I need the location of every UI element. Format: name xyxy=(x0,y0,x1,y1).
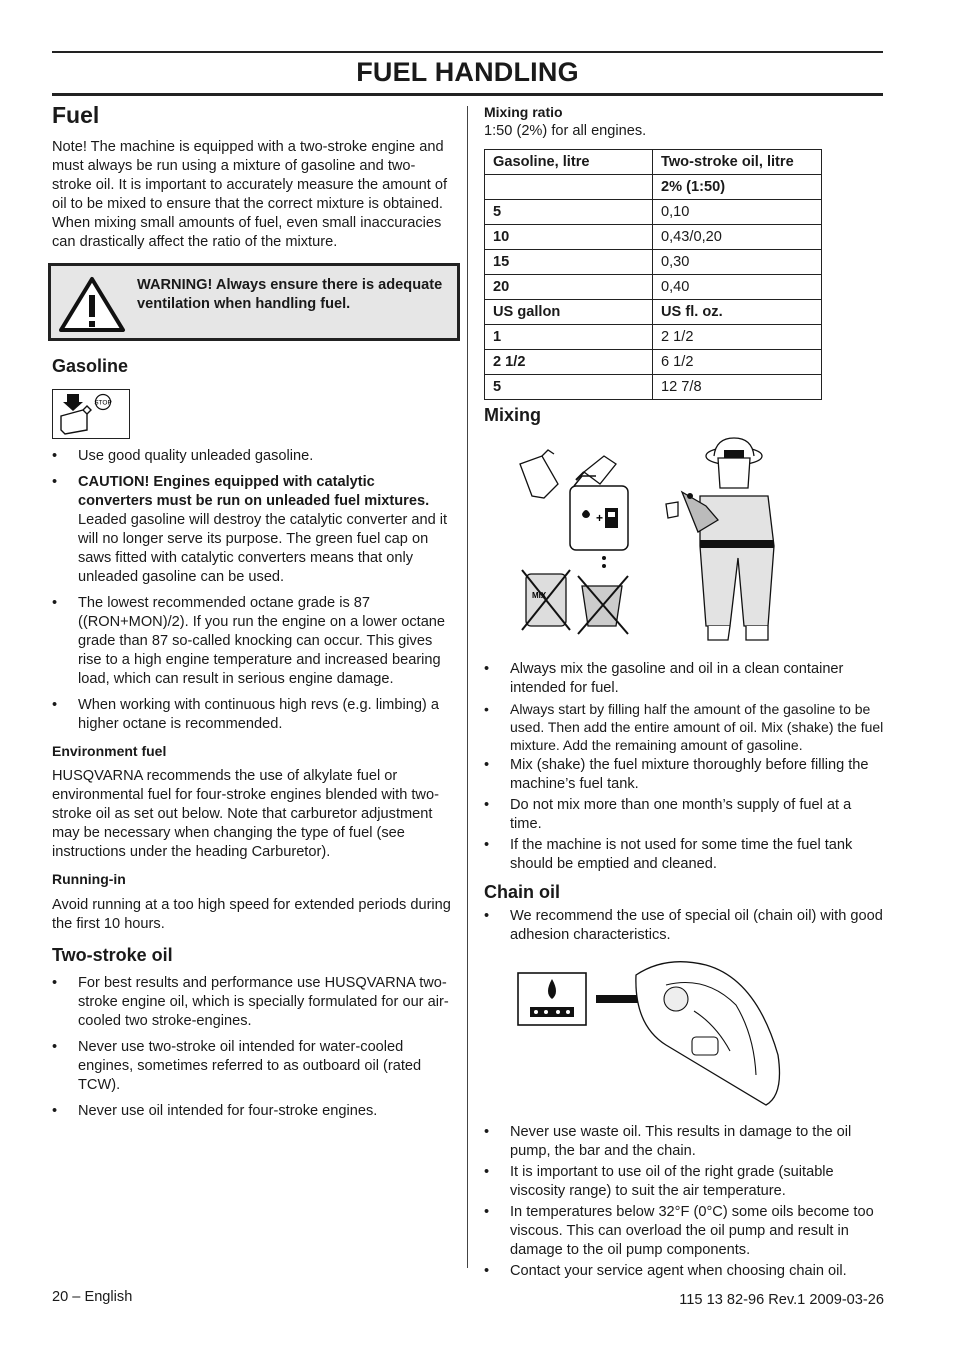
list-item: • In temperatures below 32°F (0°C) some oils become too viscous. This can overload the oil pump and result in damage to the oil pump components. xyxy=(484,1203,884,1260)
table-row: Gasoline, litre Two-stroke oil, litre xyxy=(485,150,822,175)
table-row: 2 1/2 6 1/2 xyxy=(485,350,822,375)
list-item: • Contact your service agent when choosing chain oil. xyxy=(484,1262,884,1281)
environment-fuel-text: HUSQVARNA recommends the use of alkylate fuel or environmental fuel for four-stroke engines blended with two-stroke oil as set out below. Note that carburetor adjustment may be necessary when changing the type of fuel (see instructions under the heading Carburetor). xyxy=(52,768,439,860)
table-row: US gallon US fl. oz. xyxy=(485,300,822,325)
mixing-illustration xyxy=(512,436,812,648)
table-row: 1 2 1/2 xyxy=(485,325,822,350)
list-item: • Never use two-stroke oil intended for water-cooled engines, sometimes referred to as outboard oil (rated TCW). xyxy=(52,1038,452,1095)
warning-text: WARNING! Always ensure there is adequate ventilation when handling fuel. xyxy=(137,277,443,312)
environment-fuel-heading: Environment fuel xyxy=(52,743,167,759)
list-item: • If the machine is not used for some time the fuel tank should be emptied and cleaned. xyxy=(484,836,884,874)
table-row: 10 0,43/0,20 xyxy=(485,225,822,250)
chain-oil-list-top xyxy=(484,907,884,945)
list-item: • For best results and performance use HUSQVARNA two-stroke engine oil, which is specially formulated for our air-cooled two stroke-engines. xyxy=(52,974,452,1031)
fuel-symbol xyxy=(52,389,130,439)
fuel-pump-stop-icon xyxy=(53,390,129,438)
list-item: • Never use oil intended for four-stroke engines. xyxy=(52,1102,452,1121)
warning-box xyxy=(48,263,460,341)
list-item: • Never use waste oil. This results in damage to the oil pump, the bar and the chain. xyxy=(484,1123,884,1161)
document-id: 115 13 82-96 Rev.1 2009-03-26 xyxy=(679,1292,884,1308)
two-stroke-oil-heading: Two-stroke oil xyxy=(52,945,173,965)
column-divider xyxy=(467,106,468,1268)
list-item: • When working with continuous high revs (e.g. limbing) a higher octane is recommended. xyxy=(52,696,452,734)
gasoline-list xyxy=(52,447,452,734)
title-rule xyxy=(52,93,883,96)
list-item: • Mix (shake) the fuel mixture thoroughly before filling the machine’s fuel tank. xyxy=(484,756,884,794)
table-row: 5 0,10 xyxy=(485,200,822,225)
page-number: 20 – English xyxy=(52,1289,133,1305)
table-row: 2% (1:50) xyxy=(485,175,822,200)
mixing-ratio-heading: Mixing ratio xyxy=(484,104,563,120)
table-row: 5 12 7/8 xyxy=(485,375,822,400)
list-item: • Use good quality unleaded gasoline. xyxy=(52,447,452,466)
chain-oil-illustration xyxy=(516,955,796,1115)
mixing-ratio-text: 1:50 (2%) for all engines. xyxy=(484,123,647,139)
svg-text:+: + xyxy=(596,511,604,525)
list-item: • CAUTION! Engines equipped with catalytic converters must be run on unleaded fuel mixtures. Leaded gasoline will destroy the catalytic converter and it will no longer serve its purpose. The green fuel cap on saws fitted with catalytic converters means that only unleaded gasoline can be used. xyxy=(52,473,452,587)
gasoline-heading: Gasoline xyxy=(52,356,129,376)
fuel-note: Note! The machine is equipped with a two-stroke engine and must always be run using a mixture of gasoline and two-stroke oil. It is important to accurately measure the amount of oil to be mixed to ensure that the correct mixture is obtained. When mixing small amounts of fuel, even small inaccuracies can drastically affect the ratio of the mixture. xyxy=(52,139,448,250)
table-row: 15 0,30 xyxy=(485,250,822,275)
list-item: • It is important to use oil of the right grade (suitable viscosity range) to suit the air temperature. xyxy=(484,1163,884,1201)
mixing-list xyxy=(484,660,884,874)
mixing-table xyxy=(484,149,822,400)
fuel-heading: Fuel xyxy=(52,102,100,128)
running-in-heading: Running-in xyxy=(52,871,126,887)
list-item: • Do not mix more than one month’s supply of fuel at a time. xyxy=(484,796,884,834)
chain-oil-list xyxy=(484,1123,884,1281)
running-in-text: Avoid running at a too high speed for extended periods during the first 10 hours. xyxy=(52,897,451,932)
stop-sign-text: STOP xyxy=(94,399,112,407)
top-rule xyxy=(52,51,883,53)
page-title: FUEL HANDLING xyxy=(356,57,579,87)
chain-oil-heading: Chain oil xyxy=(484,882,560,902)
list-item: • Always start by filling half the amount of the gasoline to be used. Then add the entire amount of oil. Mix (shake) the fuel mixture. Add the remaining amount of gasoline. xyxy=(484,700,884,754)
list-item: • Always mix the gasoline and oil in a clean container intended for fuel. xyxy=(484,660,884,698)
left-column xyxy=(52,100,452,1121)
mixing-heading: Mixing xyxy=(484,405,541,425)
list-item: • The lowest recommended octane grade is 87 ((RON+MON)/2). If you run the engine on a lower octane grade than 87 so-called knocking can occur. This gives rise to a high engine temperature and increased bearing load, which can result in serious engine damage. xyxy=(52,594,452,689)
two-stroke-list xyxy=(52,974,452,1121)
right-column xyxy=(484,100,884,1281)
warning-triangle-icon xyxy=(57,275,127,333)
table-row: 20 0,40 xyxy=(485,275,822,300)
svg-text:MIX: MIX xyxy=(532,591,547,600)
list-item: • We recommend the use of special oil (chain oil) with good adhesion characteristics. xyxy=(484,907,884,945)
